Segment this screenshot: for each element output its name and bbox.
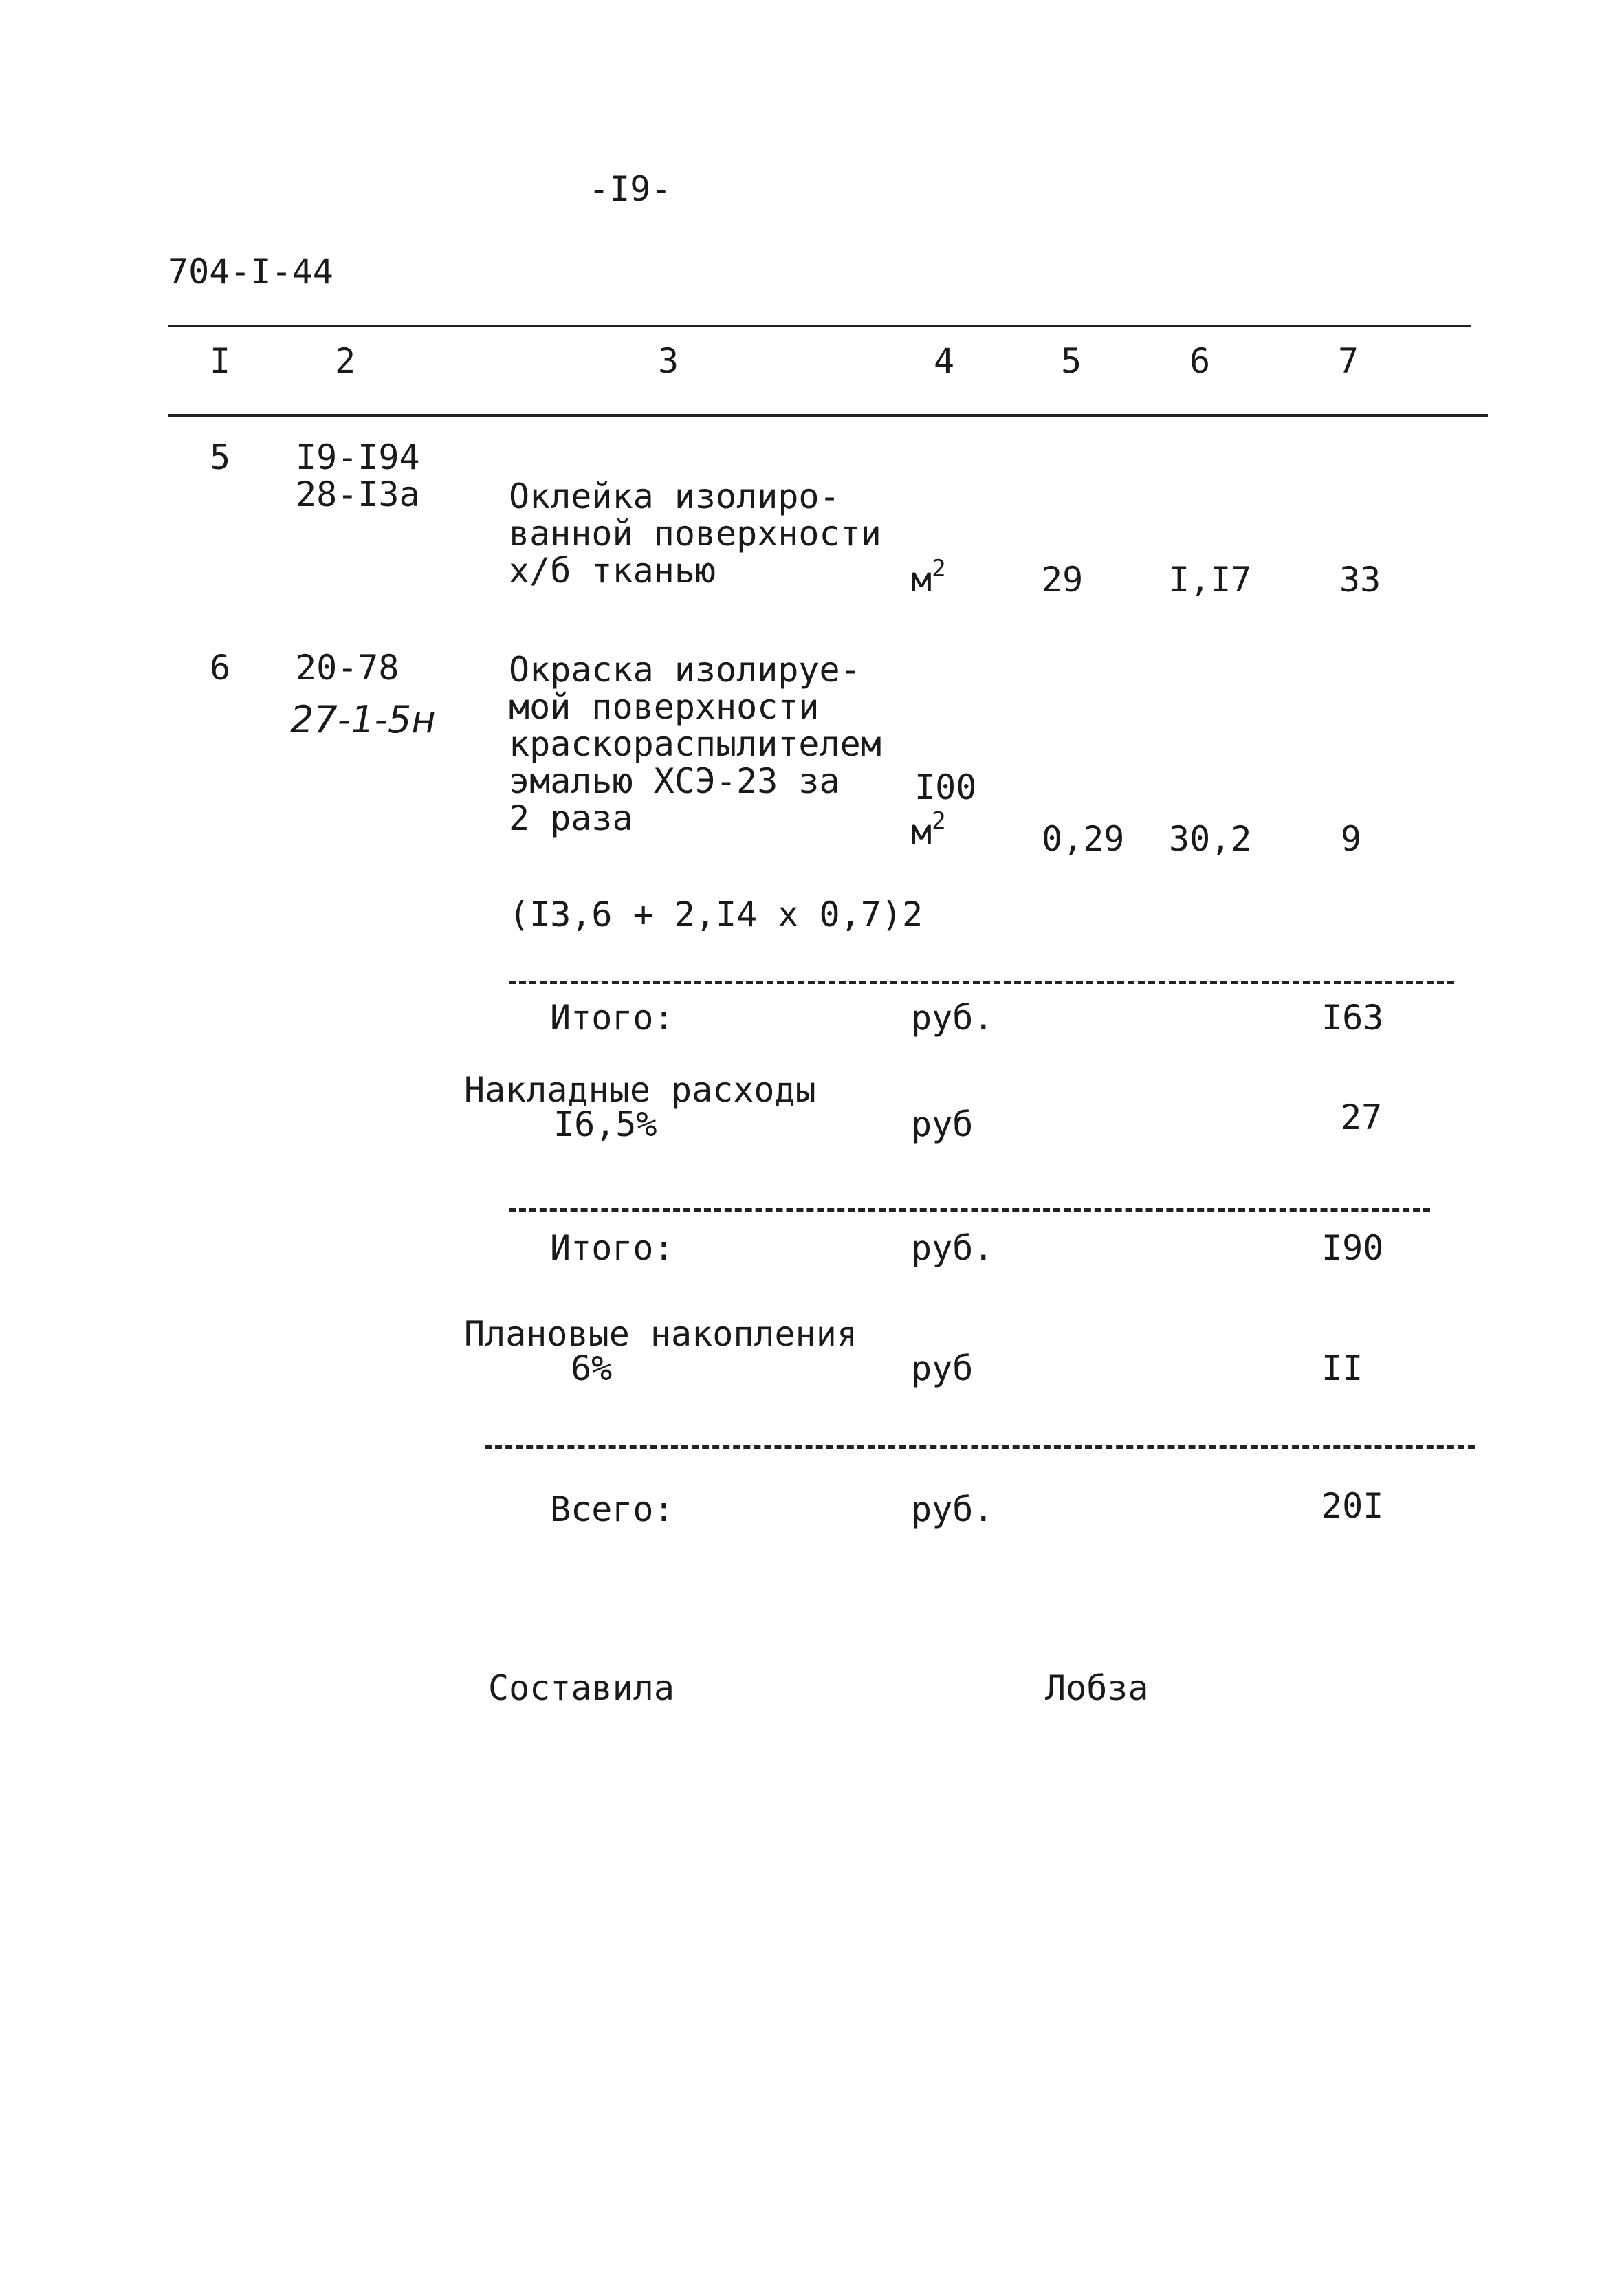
col-header-3: 3: [658, 341, 679, 381]
row-description: [509, 478, 881, 589]
row-quantity: 29: [1042, 560, 1084, 600]
description-line: 2 раза: [509, 798, 633, 838]
summary-label: Накладные расходы: [464, 1070, 816, 1110]
row-total: 9: [1341, 819, 1362, 859]
unit-superscript: 2: [932, 807, 946, 835]
summary-value: I63: [1321, 998, 1384, 1038]
summary-value: I90: [1321, 1228, 1384, 1268]
row-code: 28-I3а: [296, 474, 420, 514]
signature-name: Лобза: [1045, 1668, 1149, 1708]
col-header-6: 6: [1189, 341, 1211, 381]
summary-unit: руб: [911, 1104, 974, 1144]
summary-value: 20I: [1321, 1486, 1384, 1526]
header-bottom-rule: [168, 414, 1488, 417]
row-total: 33: [1339, 560, 1381, 600]
summary-unit: руб: [911, 1348, 974, 1388]
dashed-separator: [509, 1208, 1430, 1212]
row-quantity: 0,29: [1042, 819, 1125, 859]
row-number: 5: [210, 437, 231, 477]
summary-unit: руб.: [911, 1228, 994, 1268]
summary-label: Всего:: [550, 1489, 674, 1529]
row-unit: [911, 807, 946, 852]
summary-unit: руб.: [911, 1489, 994, 1529]
dashed-separator: [509, 981, 1454, 984]
description-line: Окраска изолируе-: [509, 650, 861, 690]
description-line: ванной поверхности: [509, 514, 881, 554]
summary-value: II: [1321, 1348, 1363, 1388]
description-line: Оклейка изолиро-: [509, 477, 840, 516]
summary-value: 27: [1341, 1097, 1383, 1137]
summary-sublabel: 6%: [571, 1348, 613, 1388]
col-header-1: I: [210, 341, 231, 381]
summary-label: Итого:: [550, 998, 674, 1038]
unit-superscript: 2: [932, 555, 946, 582]
row-unit-top: I00: [914, 767, 977, 807]
summary-unit: руб.: [911, 998, 994, 1038]
col-header-4: 4: [934, 341, 955, 381]
unit-text: м: [911, 560, 932, 600]
signature-label: Составила: [488, 1668, 674, 1708]
row-price: I,I7: [1169, 560, 1252, 600]
row-code: I9-I94: [296, 437, 420, 477]
col-header-7: 7: [1338, 341, 1359, 381]
row-unit: [911, 555, 946, 600]
description-line: мой поверхности: [509, 687, 820, 727]
description-line: эмалью ХСЭ-23 за: [509, 761, 840, 801]
col-header-2: 2: [335, 341, 356, 381]
document-code: 704-I-44: [168, 252, 333, 292]
unit-text: м: [911, 812, 932, 852]
summary-label: Плановые накопления: [464, 1314, 857, 1354]
col-header-5: 5: [1061, 341, 1082, 381]
handwritten-code: 27-1-5н: [290, 698, 436, 741]
row-price: 30,2: [1169, 819, 1252, 859]
table-top-rule: [168, 325, 1471, 327]
summary-sublabel: I6,5%: [553, 1104, 657, 1144]
description-line: х/б тканью: [509, 551, 716, 591]
page-number: -I9-: [589, 169, 672, 209]
row-number: 6: [210, 648, 231, 688]
row-formula: (I3,6 + 2,I4 x 0,7)2: [509, 895, 923, 934]
summary-label: Итого:: [550, 1228, 674, 1268]
row-description: [509, 651, 881, 837]
row-code: 20-78: [296, 648, 399, 688]
description-line: краскораспылителем: [509, 724, 881, 764]
dashed-separator: [485, 1445, 1475, 1449]
